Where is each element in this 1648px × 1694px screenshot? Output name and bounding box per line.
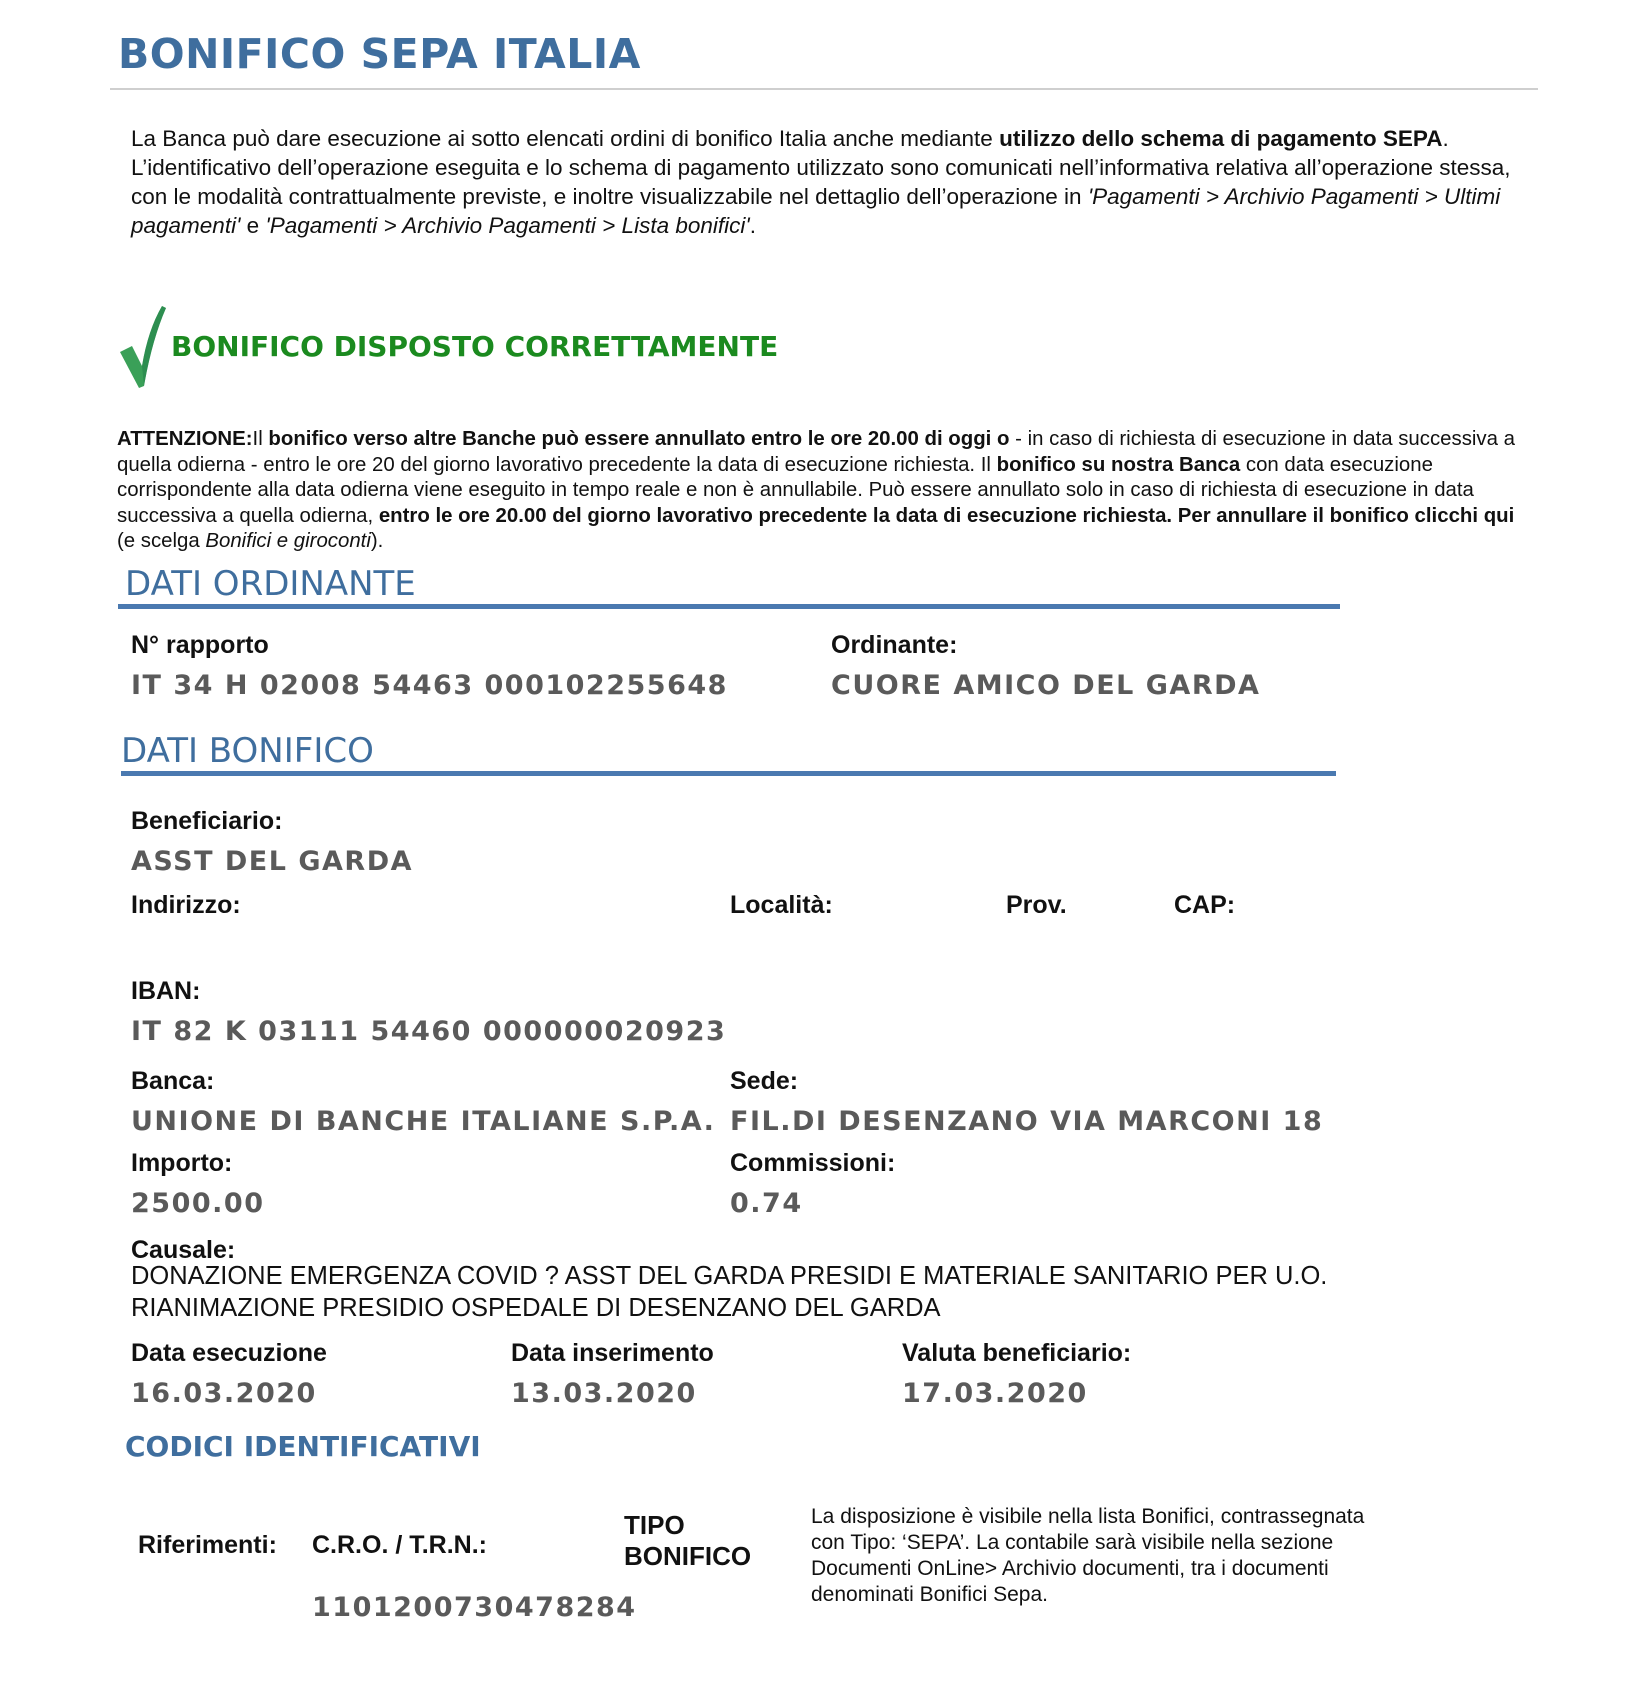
warning-text: ). (370, 530, 384, 552)
iban-value: IT 82 K 03111 54460 000000020923 (131, 1016, 727, 1047)
cro-value: 1101200730478284 (312, 1592, 637, 1623)
beneficiario-label: Beneficiario: (131, 807, 283, 835)
intro-text: e (240, 213, 266, 238)
warning-text: - in caso di richiesta di esecuzione in data successiva a quella odierna - entro le ore 20 del giorno lavorativo precedente la data di esecuzione richiesta. Il (117, 428, 1515, 476)
section-title-ordinante: DATI ORDINANTE (125, 564, 416, 604)
importo-value: 2500.00 (131, 1188, 265, 1219)
cro-label: C.R.O. / T.R.N.: (312, 1531, 487, 1559)
rapporto-value: IT 34 H 02008 54463 000102255648 (131, 670, 728, 701)
intro-path-ultimi-pagamenti: 'Pagamenti > Archivio Pagamenti > Ultimi pagamenti' (131, 184, 1501, 238)
sede-label: Sede: (730, 1067, 799, 1095)
importo-label: Importo: (131, 1149, 233, 1177)
cap-label: CAP: (1174, 891, 1236, 919)
tipo-bonifico-label: TIPO BONIFICO (624, 1510, 752, 1571)
causale-value: DONAZIONE EMERGENZA COVID ? ASST DEL GARDA PRESIDI E MATERIALE SANITARIO PER U.O. RIANIMAZIONE PRESIDIO OSPEDALE DI DESENZANO DEL GARDA (131, 1262, 1328, 1322)
iban-label: IBAN: (131, 977, 201, 1005)
warning-text: con data esecuzione corrispondente alla data odierna viene eseguito in tempo reale e non è annullabile. Può essere annullato solo in caso di richiesta di esecuzione in data successiva a quella odierna, (117, 453, 1474, 527)
cancel-transfer-link[interactable]: entro le ore 20.00 del giorno lavorativo precedente la data di esecuzione richiesta. Per annullare il bonifico clicchi qui (378, 504, 1515, 527)
section-title-codici: CODICI IDENTIFICATIVI (125, 1430, 481, 1463)
rapporto-label: N° rapporto (131, 631, 269, 659)
sede-value: FIL.DI DESENZANO VIA MARCONI 18 (730, 1106, 1324, 1137)
warning-text: (e scelga (117, 530, 206, 552)
intro-path-lista-bonifici: 'Pagamenti > Archivio Pagamenti > Lista bonifici' (265, 213, 750, 238)
visibility-note: La disposizione è visibile nella lista Bonifici, contrassegnata con Tipo: ‘SEPA’. La contabile sarà visibile nella sezione Documenti OnLine> Archivio documenti, tra i documenti denominati Bonifici Sepa. (811, 1505, 1365, 1606)
section-title-bonifico: DATI BONIFICO (121, 731, 374, 771)
indirizzo-label: Indirizzo: (131, 891, 241, 919)
section-divider (118, 604, 1340, 609)
intro-text: . (749, 213, 756, 238)
intro-text: La Banca può dare esecuzione ai sotto elencati ordini di bonifico Italia anche mediante (131, 126, 1000, 151)
localita-label: Località: (730, 891, 833, 919)
page-title: BONIFICO SEPA ITALIA (118, 30, 641, 78)
prov-label: Prov. (1006, 891, 1067, 919)
data-inserimento-label: Data inserimento (511, 1339, 714, 1367)
banca-value: UNIONE DI BANCHE ITALIANE S.P.A. (131, 1106, 716, 1137)
warning-italic-text: Bonifici e giroconti (205, 530, 371, 552)
beneficiario-value: ASST DEL GARDA (131, 846, 414, 877)
valuta-beneficiario-value: 17.03.2020 (902, 1378, 1088, 1409)
data-esecuzione-label: Data esecuzione (131, 1339, 327, 1367)
valuta-beneficiario-label: Valuta beneficiario: (902, 1339, 1132, 1367)
warning-bold-text: bonifico verso altre Banche può essere annullato entro le ore 20.00 di oggi o (268, 428, 1010, 450)
intro-text: . L’identificativo dell’operazione eseguita e lo schema di pagamento utilizzato sono comunicati nell’informativa relativa all’operazione stessa, con le modalità contrattualmente previste, e inoltre visualizzabile nel dettaglio dell’operazione in (131, 126, 1511, 209)
data-inserimento-value: 13.03.2020 (511, 1378, 697, 1409)
warning-text: Il (252, 428, 269, 450)
warning-label: ATTENZIONE: (117, 428, 253, 450)
data-esecuzione-value: 16.03.2020 (131, 1378, 317, 1409)
ordinante-value: CUORE AMICO DEL GARDA (831, 670, 1261, 701)
checkmark-icon (118, 302, 168, 390)
success-message: BONIFICO DISPOSTO CORRETTAMENTE (171, 330, 779, 363)
commissioni-label: Commissioni: (730, 1149, 896, 1177)
intro-bold-text: utilizzo dello schema di pagamento SEPA (999, 126, 1443, 151)
banca-label: Banca: (131, 1067, 215, 1095)
warning-paragraph (117, 427, 1537, 555)
intro-paragraph (131, 124, 1541, 240)
ordinante-label: Ordinante: (831, 631, 958, 659)
commissioni-value: 0.74 (730, 1188, 803, 1219)
causale-label: Causale: (131, 1236, 236, 1264)
warning-bold-text: bonifico su nostra Banca (996, 453, 1241, 476)
riferimenti-label: Riferimenti: (138, 1531, 277, 1559)
title-divider (110, 88, 1538, 90)
section-divider (121, 771, 1336, 776)
